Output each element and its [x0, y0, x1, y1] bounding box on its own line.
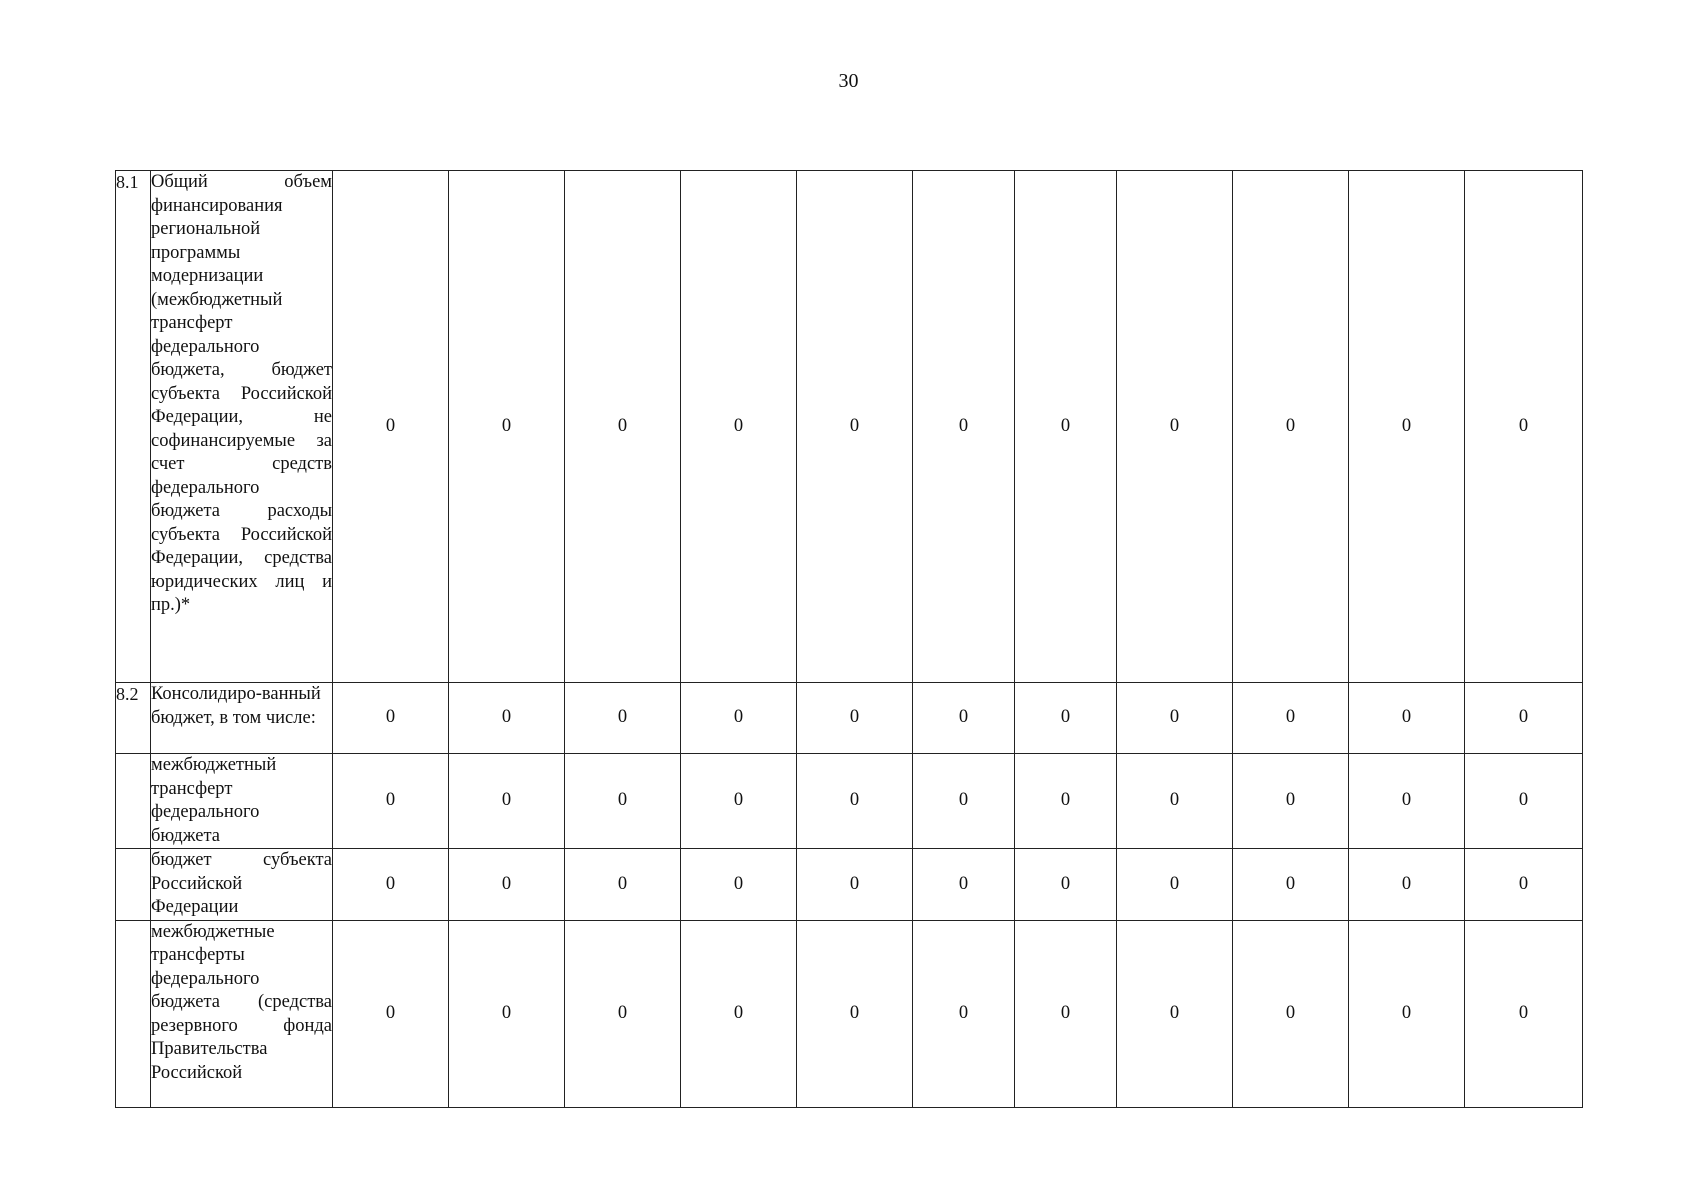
table-row	[116, 683, 1583, 754]
financing-table	[115, 170, 1583, 1108]
value-cell: 0	[449, 920, 565, 1107]
value-cell: 0	[1465, 683, 1583, 754]
value-cell: 0	[797, 849, 913, 921]
value-cell: 0	[1233, 754, 1349, 849]
table-row	[116, 849, 1583, 921]
row-label: межбюджетный трансферт федерального бюджета	[151, 754, 333, 849]
value-cell: 0	[797, 920, 913, 1107]
value-cell: 0	[1117, 754, 1233, 849]
value-cell: 0	[913, 171, 1015, 683]
value-cell: 0	[1465, 754, 1583, 849]
value-cell: 0	[333, 171, 449, 683]
value-cell: 0	[333, 849, 449, 921]
value-cell: 0	[333, 683, 449, 754]
value-cell: 0	[1117, 683, 1233, 754]
value-cell: 0	[333, 920, 449, 1107]
value-cell: 0	[681, 171, 797, 683]
value-cell: 0	[1117, 171, 1233, 683]
value-cell: 0	[1233, 849, 1349, 921]
value-cell: 0	[1015, 920, 1117, 1107]
value-cell: 0	[681, 920, 797, 1107]
value-cell: 0	[681, 754, 797, 849]
row-number	[116, 849, 151, 921]
value-cell: 0	[1015, 683, 1117, 754]
value-cell: 0	[913, 754, 1015, 849]
value-cell: 0	[1233, 683, 1349, 754]
value-cell: 0	[913, 683, 1015, 754]
value-cell: 0	[797, 171, 913, 683]
value-cell: 0	[1233, 171, 1349, 683]
value-cell: 0	[565, 171, 681, 683]
value-cell: 0	[565, 683, 681, 754]
value-cell: 0	[913, 849, 1015, 921]
value-cell: 0	[1349, 683, 1465, 754]
value-cell: 0	[1015, 754, 1117, 849]
table-row	[116, 920, 1583, 1107]
value-cell: 0	[797, 754, 913, 849]
value-cell: 0	[449, 849, 565, 921]
value-cell: 0	[449, 754, 565, 849]
value-cell: 0	[1349, 920, 1465, 1107]
value-cell: 0	[1465, 171, 1583, 683]
value-cell: 0	[681, 683, 797, 754]
row-label: межбюджетные трансферты федерального бюджета (средства резервного фонда Правительства Российской	[151, 920, 333, 1107]
table-row	[116, 171, 1583, 683]
row-number: 8.1	[116, 171, 151, 683]
value-cell: 0	[797, 683, 913, 754]
row-label: бюджет субъекта Российской Федерации	[151, 849, 333, 921]
value-cell: 0	[1349, 849, 1465, 921]
row-number: 8.2	[116, 683, 151, 754]
value-cell: 0	[1117, 849, 1233, 921]
page-number: 30	[838, 70, 859, 92]
value-cell: 0	[1465, 920, 1583, 1107]
value-cell: 0	[333, 754, 449, 849]
value-cell: 0	[681, 849, 797, 921]
row-label: Общий объем финансирования региональной программы модернизации (межбюджетный трансферт федерального бюджета, бюджет субъекта Российской Федерации, не софинансируемые за счет средств федерального бюджета расходы субъекта Российской Федерации, средства юридических лиц и пр.)*	[151, 171, 333, 683]
value-cell: 0	[1349, 171, 1465, 683]
row-number	[116, 754, 151, 849]
value-cell: 0	[449, 171, 565, 683]
value-cell: 0	[1349, 754, 1465, 849]
value-cell: 0	[565, 920, 681, 1107]
value-cell: 0	[565, 849, 681, 921]
value-cell: 0	[1465, 849, 1583, 921]
value-cell: 0	[565, 754, 681, 849]
value-cell: 0	[1015, 171, 1117, 683]
row-label: Консолидиро-ванный бюджет, в том числе:	[151, 683, 333, 754]
value-cell: 0	[449, 683, 565, 754]
table-row	[116, 754, 1583, 849]
value-cell: 0	[913, 920, 1015, 1107]
row-number	[116, 920, 151, 1107]
value-cell: 0	[1233, 920, 1349, 1107]
value-cell: 0	[1117, 920, 1233, 1107]
value-cell: 0	[1015, 849, 1117, 921]
